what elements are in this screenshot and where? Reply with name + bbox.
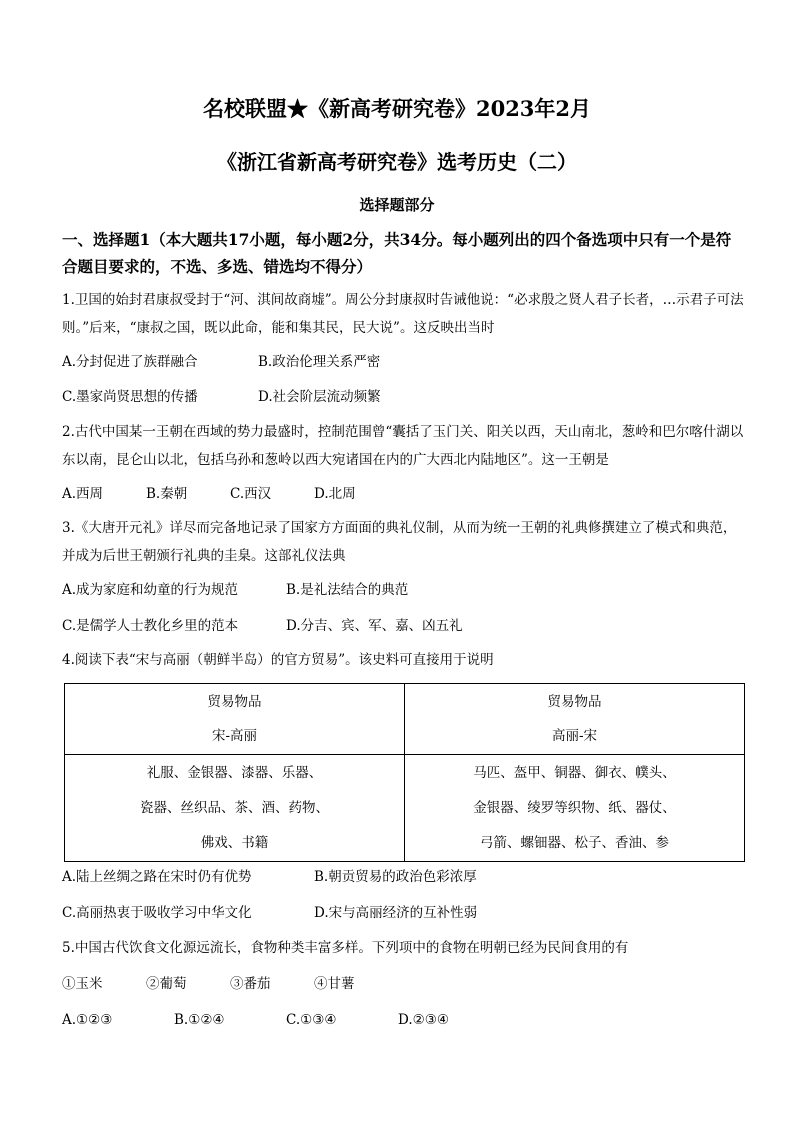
table-cell-line: 金银器、绫罗等织物、纸、器仗、 (473, 799, 676, 816)
option-c: C.西汉 (230, 486, 272, 502)
option-b: B.朝贡贸易的政治色彩浓厚 (314, 869, 477, 885)
question-1-options-row2 (62, 387, 381, 407)
section-title: 选择题部分 (359, 196, 435, 214)
exam-title: 名校联盟★《新高考研究卷》2023年2月 (202, 96, 592, 121)
table-header-direction: 高丽-宋 (551, 728, 598, 744)
option-c: C.是儒学人士教化乡里的范本 (62, 618, 239, 634)
question-2-options (62, 484, 356, 504)
table-cell-line: 弓箭、螺钿器、松子、香油、参 (480, 834, 669, 851)
question-5-items (62, 974, 355, 994)
option-a: A.①②③ (62, 1012, 113, 1028)
option-a: A.成为家庭和幼童的行为规范 (62, 582, 239, 598)
item-1: ①玉米 (62, 976, 103, 992)
table-cell-line: 马匹、盔甲、铜器、御衣、幞头、 (473, 764, 676, 781)
question-2-stem: 2.古代中国某一王朝在西域的势力最盛时，控制范围曾“囊括了玉门关、阳关以西，天山南北，葱岭和巴尔喀什湖以东以南，昆仑山以北，包括乌孙和葱岭以西大宛诸国在内的广大西北内陆地区”。这一王朝是 (62, 424, 744, 468)
option-c: C.高丽热衷于吸收学习中华文化 (62, 905, 252, 921)
option-d: D.社会阶层流动频繁 (258, 389, 381, 405)
table-cell-line: 礼服、金银器、漆器、乐器、 (146, 764, 323, 781)
option-a: A.分封促进了族群融合 (62, 354, 198, 370)
item-2: ②葡萄 (146, 976, 187, 992)
table-cell-song-exports (65, 755, 405, 862)
option-b: B.①②④ (174, 1012, 225, 1028)
option-a: A.陆上丝绸之路在宋时仍有优势 (62, 869, 252, 885)
table-header-label: 贸易物品 (547, 694, 602, 710)
table-cell-line: 瓷器、丝织品、茶、酒、药物、 (140, 799, 329, 816)
item-4: ④甘薯 (314, 976, 355, 992)
trade-table (64, 683, 745, 862)
question-5-options (62, 1010, 449, 1030)
question-1-options-row1 (62, 352, 380, 372)
option-b: B.政治伦理关系严密 (258, 354, 381, 370)
option-d: D.分吉、宾、军、嘉、凶五礼 (286, 618, 463, 634)
option-b: B.是礼法结合的典范 (286, 582, 409, 598)
table-header-goryeo-song (405, 684, 745, 755)
question-1-stem: 1.卫国的始封君康叔受封于“河、淇间故商墟”。周公分封康叔时告诫他说：“必求殷之贤人君子长者，…示君子可法则。”后来，“康叔之国，既以此命，能和集其民，民大说”。这反映出当时 (62, 292, 744, 336)
option-d: D.北周 (314, 486, 356, 502)
table-header-song-goryeo (65, 684, 405, 755)
question-4-options-row2 (62, 903, 477, 923)
option-d: D.②③④ (398, 1012, 449, 1028)
question-4-stem: 4.阅读下表“宋与高丽（朝鲜半岛）的官方贸易”。该史料可直接用于说明 (62, 652, 494, 668)
exam-subtitle: 《浙江省新高考研究卷》选考历史（二） (217, 150, 577, 174)
question-5-stem: 5.中国古代饮食文化源远流长，食物种类丰富多样。下列项中的食物在明朝已经为民间食用的有 (62, 940, 629, 956)
table-header-label: 贸易物品 (207, 694, 262, 710)
table-header-direction: 宋-高丽 (211, 728, 258, 744)
option-b: B.秦朝 (146, 486, 188, 502)
option-d: D.宋与高丽经济的互补性弱 (314, 905, 478, 921)
option-a: A.西周 (62, 486, 104, 502)
table-header-row (65, 684, 745, 755)
table-cell-line: 佛戏、书籍 (200, 834, 269, 851)
section-instructions: 一、选择题1（本大题共17小题，每小题2分，共34分。每小题列出的四个备选项中只有一个是符合题目要求的，不选、多选、错选均不得分） (62, 230, 732, 276)
table-cell-goryeo-exports (405, 755, 745, 862)
item-3: ③番茄 (230, 976, 271, 992)
question-3-options-row2 (62, 616, 463, 636)
table-row (65, 755, 745, 862)
question-3-options-row1 (62, 580, 408, 600)
option-c: C.①③④ (286, 1012, 337, 1028)
question-4-options-row1 (62, 867, 477, 887)
option-c: C.墨家尚贤思想的传播 (62, 389, 198, 405)
question-3-stem: 3.《大唐开元礼》详尽而完备地记录了国家方方面面的典礼仪制，从而为统一王朝的礼典修撰建立了模式和典范，并成为后世王朝颁行礼典的圭臬。这部礼仪法典 (62, 520, 737, 564)
